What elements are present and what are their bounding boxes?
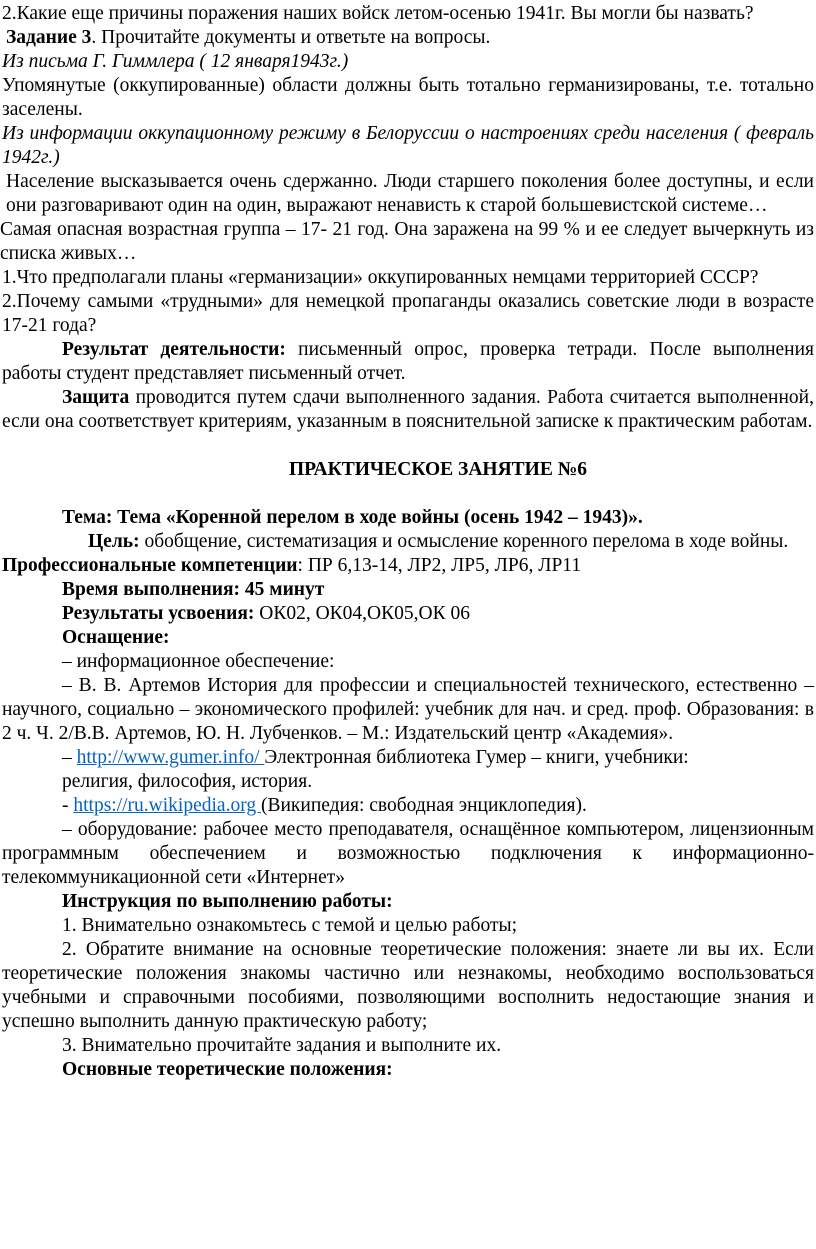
competencies-label: Профессиональные компетенции: [2, 555, 298, 576]
question-difficult-age: 2.Почему самыми «трудными» для немецкой пропаганды оказались советские люди в возрасте 17-21 года?: [2, 291, 814, 336]
task-3-paragraph: [2, 26, 814, 50]
learning-results-label: Результаты усвоения:: [62, 603, 255, 624]
gumer-reference: [2, 746, 814, 770]
occupation-report-heading: Из информации оккупационному режиму в Белоруссии о настроениях среди населения ( февраль 1942г.): [2, 123, 814, 168]
gumer-link[interactable]: http://www.gumer.info/: [76, 747, 265, 768]
instruction-heading: Инструкция по выполнению работы:: [62, 891, 393, 912]
gumer-prefix: –: [62, 747, 77, 768]
wiki-text: (Википедия: свободная энциклопедия).: [260, 795, 587, 816]
gumer-subjects: религия, философия, история.: [62, 771, 313, 792]
info-support-line: – информационное обеспечение:: [62, 651, 335, 672]
competencies-text: : ПР 6,13-14, ЛР2, ЛР5, ЛР6, ЛР11: [297, 555, 582, 576]
defense-paragraph: [2, 386, 814, 434]
defense-label: Защита: [62, 387, 130, 408]
learning-results-text: ОК02, ОК04,ОК05,ОК 06: [254, 603, 470, 624]
wiki-prefix: -: [62, 795, 74, 816]
hardware-line: – оборудование: рабочее место преподавателя, оснащённое компьютером, лицензионным программным обеспечением и возможностью подключения к информационно-телекоммуникационной сети «Интернет»: [2, 819, 814, 888]
dangerous-age-group-text: Самая опасная возрастная группа – 17- 21 год. Она заражена на 99 % и ее следует вычеркнуть из списка живых…: [0, 219, 814, 264]
activity-result-label: Результат деятельности:: [62, 339, 286, 360]
practice-title: ПРАКТИЧЕСКОЕ ЗАНЯТИЕ №6: [288, 459, 588, 480]
execution-time: Время выполнения: 45 минут: [62, 579, 325, 600]
goal-paragraph: [2, 530, 814, 554]
gumer-text: Электронная библиотека Гумер – книги, учебники:: [264, 747, 689, 768]
wikipedia-reference: [2, 794, 814, 818]
instruction-step-3: 3. Внимательно прочитайте задания и выполните их.: [62, 1035, 502, 1056]
question-germanization: 1.Что предполагали планы «германизации» оккупированных немцами территорией СССР?: [2, 267, 759, 288]
instruction-step-2: 2. Обратите внимание на основные теоретические положения: знаете ли вы их. Если теоретические положения знакомы частично или незнакомы, необходимо воспользоваться учебными и справочными пособиями, позволяющими восполнить недостающие знания и успешно выполнить данную практическую работу;: [2, 939, 814, 1032]
task-3-label: Задание 3: [6, 27, 92, 48]
defense-text: проводится путем сдачи выполненного задания. Работа считается выполненной, если она соответствует критериям, указанным в пояснительной записке к практическим работам.: [2, 387, 814, 432]
activity-result-text: письменный опрос, проверка тетради. После выполнения работы студент представляет письменный отчет.: [2, 339, 815, 384]
equipment-heading: Оснащение:: [62, 627, 170, 648]
goal-label: Цель:: [88, 531, 140, 552]
himmler-letter-heading: Из письма Г. Гиммлера ( 12 января1943г.): [2, 51, 349, 72]
theory-heading: Основные теоретические положения:: [62, 1059, 393, 1080]
himmler-letter-text: Упомянутые (оккупированные) области должны быть тотально германизированы, т.е. тотально заселены.: [2, 75, 814, 120]
wikipedia-link[interactable]: https://ru.wikipedia.org: [73, 795, 261, 816]
topic-line: Тема: Тема «Коренной перелом в ходе войны (осень 1942 – 1943)».: [62, 507, 643, 528]
instruction-step-1: 1. Внимательно ознакомьтесь с темой и целью работы;: [62, 915, 518, 936]
learning-results-paragraph: [2, 602, 814, 626]
competencies-paragraph: [2, 554, 814, 578]
question-reasons-1941: 2.Какие еще причины поражения наших войск летом-осенью 1941г. Вы могли бы назвать?: [2, 3, 754, 24]
activity-result-paragraph: [2, 338, 814, 386]
goal-text: обобщение, систематизация и осмысление коренного перелома в ходе войны.: [139, 531, 789, 552]
occupation-report-text: Население высказывается очень сдержанно. Люди старшего поколения более доступны, и если они разговаривают один на один, выражают ненависть к старой большевистской системе…: [6, 171, 814, 216]
task-3-text: . Прочитайте документы и ответьте на вопросы.: [91, 27, 491, 48]
textbook-reference: – В. В. Артемов История для профессии и специальностей технического, естественно – научного, социально – экономического профилей: учебник для нач. и сред. проф. Образования: в 2 ч. Ч. 2/В.В. Артемов, Ю. Н. Лубченков. – М.: Издательский центр «Академия».: [2, 675, 814, 744]
